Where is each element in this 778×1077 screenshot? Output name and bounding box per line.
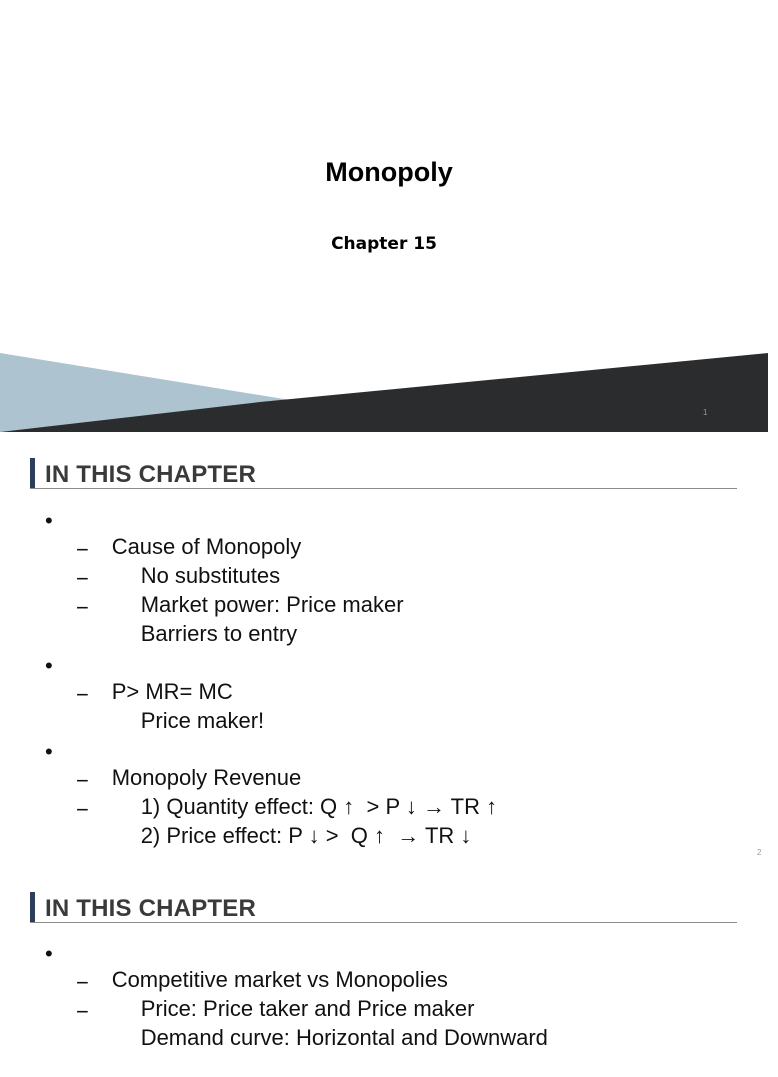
- dash-marker: −: [76, 768, 89, 793]
- bullet-marker: •: [45, 739, 53, 764]
- bullet-marker: •: [45, 508, 53, 533]
- title-slide: [0, 0, 768, 432]
- bullet-marker: •: [45, 653, 53, 678]
- heading-text: IN THIS CHAPTER: [45, 461, 257, 488]
- section-heading: [30, 456, 737, 489]
- heading-text: IN THIS CHAPTER: [45, 895, 257, 922]
- sub-bullet-text: Market power: Price maker: [140, 592, 404, 617]
- content-slide: [0, 432, 768, 864]
- page-number: 2: [757, 848, 762, 857]
- content-slide-partial: [0, 866, 768, 1050]
- dash-marker: −: [76, 566, 89, 591]
- sub-bullet-text: 1) Quantity effect: Q ↑ > P ↓ → TR ↑: [140, 794, 498, 819]
- sub-bullet-text: Demand curve: Horizontal and Downward: [140, 1025, 548, 1050]
- dash-marker: −: [76, 537, 89, 562]
- bullet-text: P> MR= MC: [111, 679, 233, 704]
- page-number: 1: [703, 408, 708, 417]
- section-heading: [30, 890, 737, 923]
- slide-title: Monopoly: [325, 157, 453, 187]
- dash-marker: −: [76, 682, 89, 707]
- dash-marker: −: [76, 797, 89, 822]
- sub-bullet-item: [76, 797, 472, 875]
- heading-accent-bar: [30, 892, 35, 922]
- bullet-marker: •: [45, 941, 53, 966]
- dash-marker: −: [76, 999, 89, 1024]
- sub-bullet-text: 2) Price effect: P ↓ > Q ↑ → TR ↓: [140, 823, 472, 848]
- bullet-text: Competitive market vs Monopolies: [111, 967, 448, 992]
- slide-subtitle: Chapter 15: [331, 234, 437, 254]
- sub-bullet-text: Barriers to entry: [140, 621, 298, 646]
- bullet-text: Monopoly Revenue: [111, 765, 302, 790]
- sub-bullet-text: Price: Price taker and Price maker: [140, 996, 475, 1021]
- dash-marker: −: [76, 595, 89, 620]
- bullet-text: Cause of Monopoly: [111, 534, 302, 559]
- decorative-band: [0, 350, 768, 432]
- dash-marker: −: [76, 970, 89, 995]
- sub-bullet-text: Price maker!: [140, 708, 265, 733]
- heading-accent-bar: [30, 458, 35, 488]
- sub-bullet-text: No substitutes: [140, 563, 281, 588]
- sub-bullet-item: [76, 999, 548, 1077]
